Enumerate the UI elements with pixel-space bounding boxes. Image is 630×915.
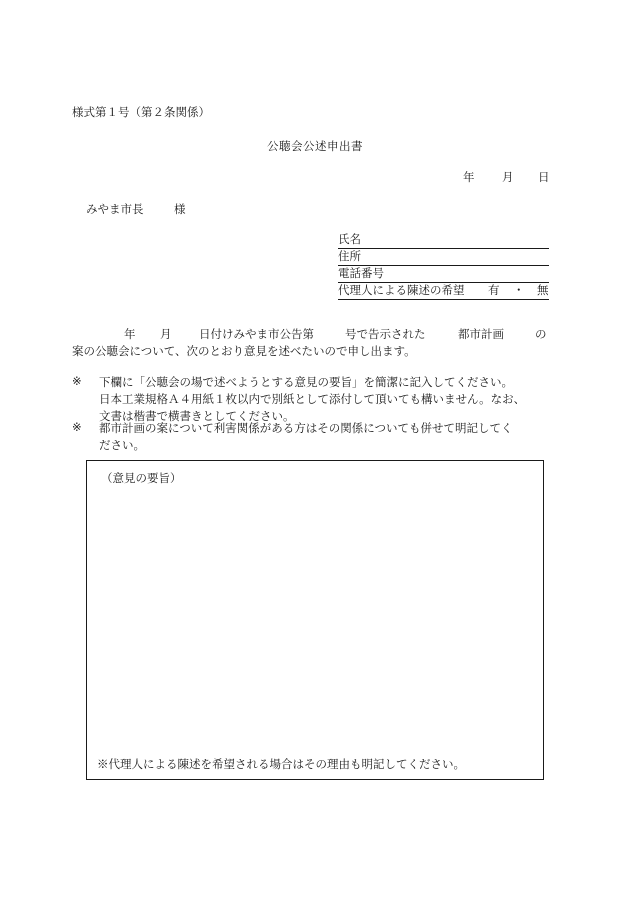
- applicant-proxy-field[interactable]: [338, 283, 549, 300]
- note-1-line-3: 文書は楷書で横書きとしてください。: [99, 409, 295, 423]
- note-1-line-2: 日本工業規格Ａ４用紙１枚以内で別紙として添付して頂いても構いません。なお、: [99, 392, 526, 406]
- date-year: 年: [463, 170, 475, 184]
- body-number-text: 号で告示された: [345, 327, 426, 341]
- date-day: 日: [538, 170, 550, 184]
- addressee: [86, 201, 226, 217]
- applicant-address-field[interactable]: [338, 249, 549, 266]
- applicant-phone-label: 電話番号: [338, 266, 384, 280]
- body-no: の: [535, 327, 547, 341]
- proxy-yes-option[interactable]: 有: [488, 283, 500, 297]
- opinion-summary-box[interactable]: [86, 460, 544, 780]
- note-2-line-1: 都市計画の案について利害関係がある方はその関係についても併せて明記してく: [99, 421, 513, 435]
- proxy-separator: ・: [513, 283, 525, 297]
- note-2-mark: ※: [72, 420, 82, 434]
- applicant-proxy-label: 代理人による陳述の希望: [338, 283, 465, 297]
- applicant-info: [338, 232, 549, 300]
- opinion-box-footnote: ※代理人による陳述を希望される場合はその理由も明記してください。: [97, 757, 465, 771]
- applicant-name-label: 氏名: [338, 232, 361, 246]
- body-line-1: [0, 326, 630, 342]
- body-date-text: 日付けみやま市公告第: [199, 327, 314, 341]
- body-year: 年: [124, 327, 136, 341]
- body-line-2: 案の公聴会について、次のとおり意見を述べたいので申し出ます。: [72, 344, 416, 358]
- applicant-address-label: 住所: [338, 249, 361, 263]
- body-month: 月: [160, 327, 172, 341]
- note-1-line-1: 下欄に「公聴会の場で述べようとする意見の要旨」を簡潔に記入してください。: [99, 375, 513, 389]
- proxy-no-option[interactable]: 無: [537, 283, 549, 297]
- note-2-line-2: ださい。: [99, 438, 145, 452]
- applicant-phone-field[interactable]: [338, 266, 549, 283]
- document-title: 公聴会公述申出書: [267, 139, 363, 153]
- addressee-name: みやま市長: [86, 202, 144, 216]
- form-number: 様式第１号（第２条関係）: [72, 105, 210, 119]
- date-line: [0, 169, 630, 185]
- applicant-name-field[interactable]: [338, 232, 549, 249]
- opinion-box-label: （意見の要旨）: [101, 471, 182, 485]
- date-month: 月: [502, 170, 514, 184]
- body-plan-text: 都市計画: [458, 327, 504, 341]
- note-1-mark: ※: [72, 374, 82, 388]
- addressee-honorific: 様: [174, 202, 186, 216]
